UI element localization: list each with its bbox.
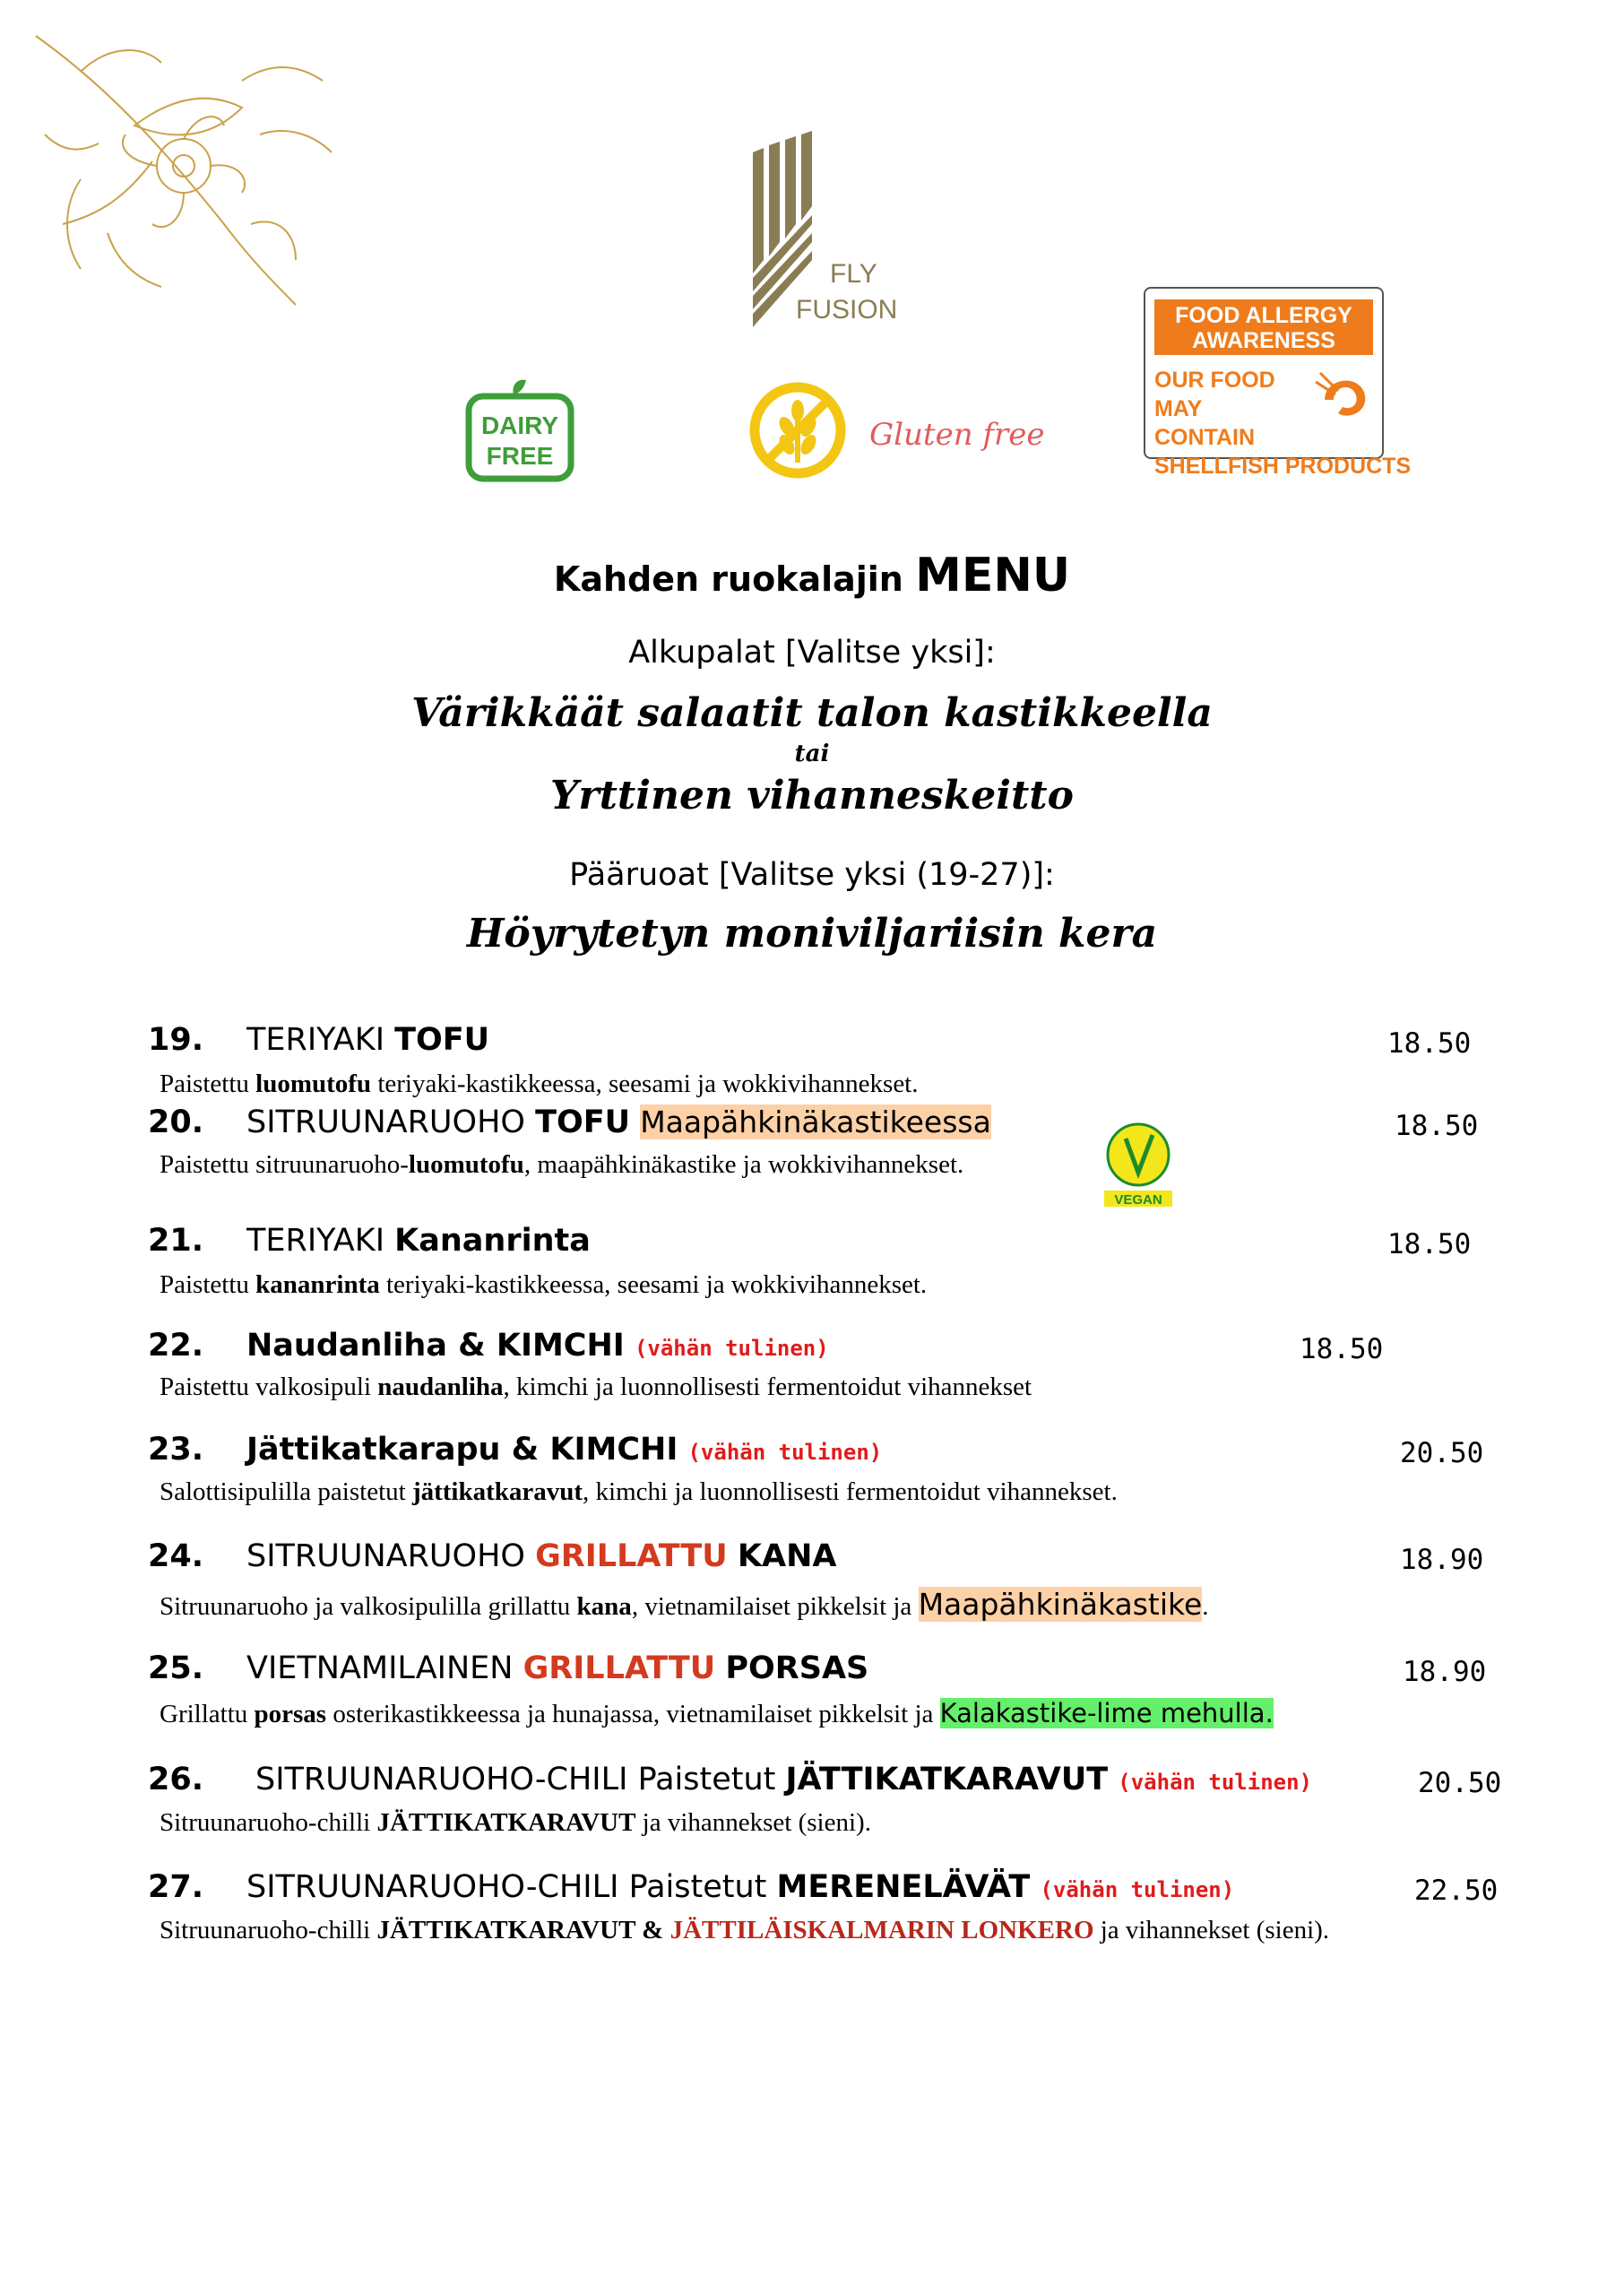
item-number: 23. [148,1432,204,1468]
dairy-free-icon [462,377,578,484]
logo-text-fly: FLY [830,259,877,289]
dairy-free-badge [462,377,578,484]
appetizer-label: Alkupalat [Valitse yksi]: [628,635,996,671]
item-number: 25. [148,1650,204,1686]
item-desc-22: Paistettu valkosipuli naudanliha, kimchi ja luonnollisesti fermentoidut vihannekset [160,1373,1032,1401]
food-allergy-badge [1144,287,1412,479]
appetizer-option-1: Värikkäät salaatit talon kastikkeella [411,690,1213,736]
item-name: VIETNAMILAINEN GRILLATTU PORSAS [246,1650,869,1686]
item-desc-23: Salottisipulilla paistetut jättikatkaravut, kimchi ja luonnollisesti fermentoidut vihannekset. [160,1477,1118,1506]
gluten-free-text: Gluten free [869,417,1045,453]
main-course-label: Pääruoat [Valitse yksi (19-27)]: [569,857,1055,893]
item-name: Jättikatkarapu & KIMCHI (vähän tulinen) [246,1432,883,1468]
appetizer-option-2: Yrttinen vihanneskeitto [550,773,1074,818]
item-desc-21: Paistettu kananrinta teriyaki-kastikkeessa, seesami ja wokkivihannekset. [160,1270,928,1299]
allergy-title-line2: AWARENESS [1192,328,1335,353]
item-name: SITRUUNARUOHO GRILLATTU KANA [246,1538,837,1574]
vegan-text: VEGAN [1114,1192,1162,1208]
item-name: Naudanliha & KIMCHI (vähän tulinen) [246,1328,829,1364]
item-number: 27. [148,1869,204,1905]
item-name: SITRUUNARUOHO TOFU Maapähkinäkastikeessa [246,1104,991,1140]
item-price-23: 20.50 [1400,1437,1484,1469]
gluten-free-badge [744,377,1045,484]
allergy-title-line1: FOOD ALLERGY [1175,303,1352,328]
item-number: 26. [148,1762,204,1797]
item-number: 22. [148,1328,204,1364]
item-number: 19. [148,1022,204,1058]
item-price-20: 18.50 [1395,1110,1479,1142]
allergy-body-line3: SHELLFISH PRODUCTS [1154,454,1412,479]
main-course-subtitle: Höyrytetyn moniviljariisin kera [466,911,1158,957]
item-number: 24. [148,1538,204,1574]
item-desc-25: Grillattu porsas osterikastikkeessa ja hunajassa, vietnamilaiset pikkelsit ja Kalakastike-lime mehulla. [160,1698,1274,1728]
title-menu: MENU [915,549,1071,602]
dairy-line1: DAIRY [480,411,559,439]
spicy-label: (vähän tulinen) [1040,1877,1235,1902]
item-number: 21. [148,1223,204,1259]
item-price-19: 18.50 [1387,1027,1472,1060]
item-price-25: 18.90 [1403,1656,1487,1688]
gluten-free-icon [744,377,1045,484]
dairy-line2: FREE [486,442,554,470]
item-price-22: 18.50 [1300,1333,1384,1365]
allergy-body [1154,366,1412,481]
spicy-label: (vähän tulinen) [687,1440,883,1465]
allergy-body-line2: MAY CONTAIN [1154,396,1256,450]
item-name: SITRUUNARUOHO-CHILI Paistetut JÄTTIKATKARAVUT (vähän tulinen) [255,1762,1313,1797]
item-name: TERIYAKI Kananrinta [246,1223,591,1259]
allergy-title [1154,299,1373,355]
item-desc-19: Paistettu luomutofu teriyaki-kastikkeessa, seesami ja wokkivihannekset. [160,1070,919,1098]
vegan-badge [1101,1119,1176,1208]
title-prefix: Kahden ruokalajin [553,559,903,599]
fly-fusion-logo [753,134,923,341]
item-number: 20. [148,1104,204,1140]
page-title [0,549,1624,602]
spicy-label: (vähän tulinen) [1118,1770,1313,1795]
item-name: TERIYAKI TOFU [246,1022,490,1058]
vegan-icon [1101,1119,1176,1208]
spicy-label: (vähän tulinen) [634,1336,829,1361]
item-desc-24: Sitruunaruoho ja valkosipulilla grillattu kana, vietnamilaiset pikkelsit ja Maapähkinäkastike. [160,1587,1209,1622]
item-desc-20: Paistettu sitruunaruoho-luomutofu, maapähkinäkastike ja wokkivihannekset. [160,1150,964,1179]
item-name: SITRUUNARUOHO-CHILI Paistetut MERENELÄVÄT (vähän tulinen) [246,1869,1235,1905]
appetizer-or: tai [794,740,830,767]
floral-decoration [27,27,350,314]
item-desc-26: Sitruunaruoho-chilli JÄTTIKATKARAVUT ja vihannekset (sieni). [160,1808,871,1837]
logo-text-fusion: FUSION [796,295,898,325]
item-desc-27: Sitruunaruoho-chilli JÄTTIKATKARAVUT & JÄTTILÄISKALMARIN LONKERO ja vihannekset (sieni). [160,1916,1330,1944]
item-price-27: 22.50 [1414,1875,1499,1907]
allergy-body-line1: OUR FOOD [1154,368,1275,393]
item-price-24: 18.90 [1400,1544,1484,1576]
item-price-26: 20.50 [1418,1767,1502,1799]
item-price-21: 18.50 [1387,1228,1472,1260]
shrimp-icon [1316,364,1373,427]
